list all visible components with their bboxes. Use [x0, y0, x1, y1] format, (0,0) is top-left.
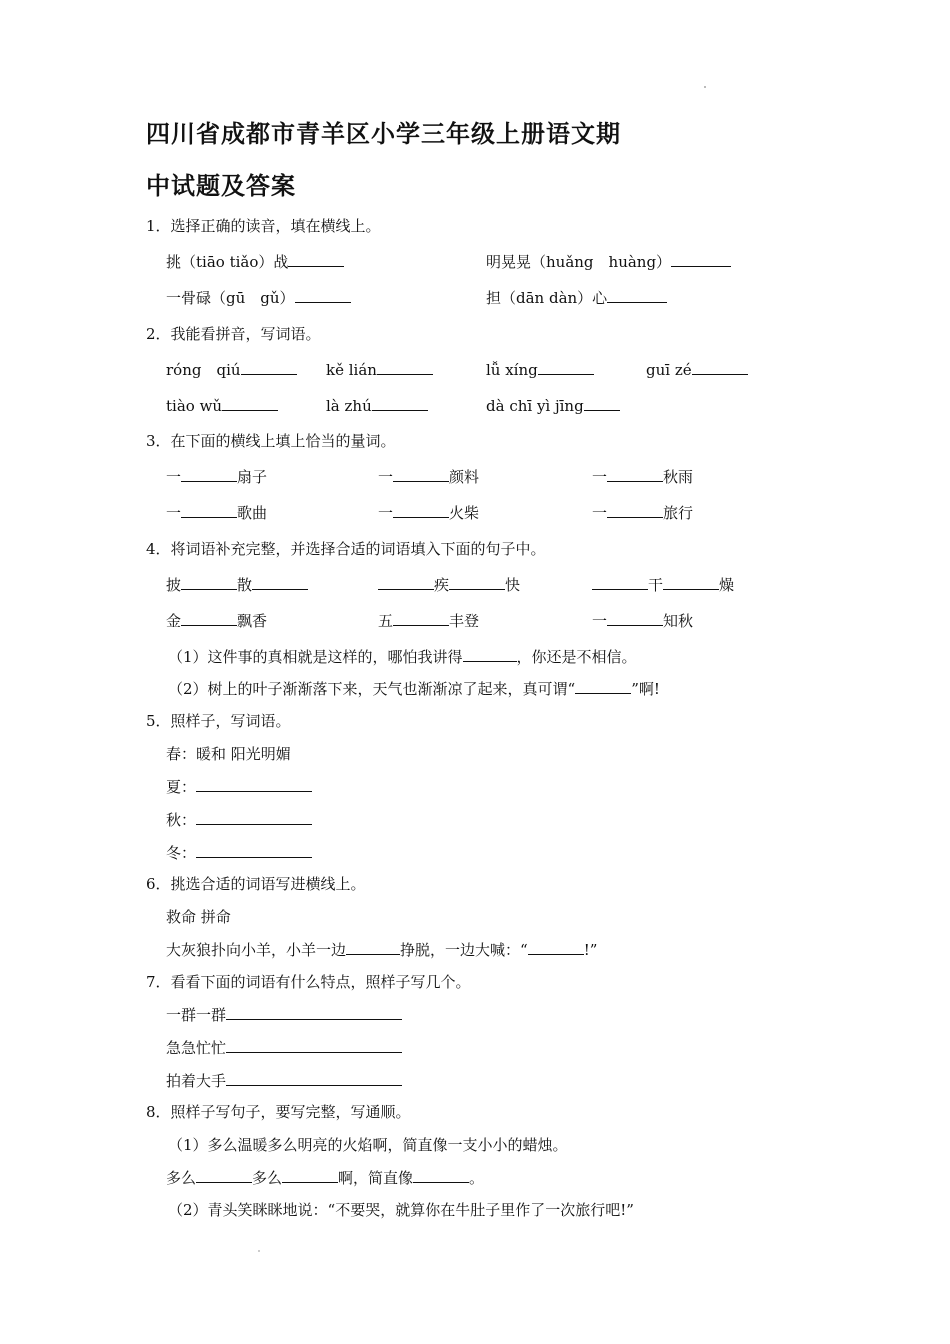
- answer-blank[interactable]: [393, 611, 449, 626]
- q2-item: lǚ xíng: [486, 360, 594, 380]
- question-8-stem: 8．照样子写句子，要写完整，写通顺。: [146, 1103, 411, 1121]
- q1-item-d: 担（dān dàn）心: [486, 288, 667, 308]
- answer-blank[interactable]: [393, 467, 449, 482]
- answer-blank[interactable]: [226, 1071, 402, 1086]
- answer-blank[interactable]: [413, 1168, 469, 1183]
- question-7-stem: 7．看看下面的词语有什么特点，照样子写几个。: [146, 973, 471, 991]
- answer-blank[interactable]: [181, 575, 237, 590]
- answer-blank[interactable]: [692, 360, 748, 375]
- q7-item: 急急忙忙: [166, 1038, 402, 1058]
- q8-pattern: 多么 多么 啊，简直像 。: [166, 1169, 485, 1187]
- answer-blank[interactable]: [377, 360, 433, 375]
- question-1-stem: 1．选择正确的读音，填在横线上。: [146, 217, 381, 235]
- answer-blank[interactable]: [538, 360, 594, 375]
- answer-blank[interactable]: [181, 467, 237, 482]
- answer-blank[interactable]: [196, 810, 312, 825]
- question-6-stem: 6．挑选合适的词语写进横线上。: [146, 875, 366, 893]
- answer-blank[interactable]: [592, 575, 648, 590]
- answer-blank[interactable]: [607, 467, 663, 482]
- answer-blank[interactable]: [226, 1038, 402, 1053]
- q3-item: 一 扇子: [166, 468, 268, 486]
- answer-blank[interactable]: [528, 940, 584, 955]
- answer-blank[interactable]: [372, 396, 428, 411]
- answer-blank[interactable]: [196, 843, 312, 858]
- scan-speck: [704, 86, 706, 88]
- answer-blank[interactable]: [584, 396, 620, 411]
- q4-word: 干 燥: [592, 575, 734, 595]
- q4-word: 一 知秋: [592, 612, 694, 630]
- answer-blank[interactable]: [252, 575, 308, 590]
- answer-blank[interactable]: [226, 1005, 402, 1020]
- answer-blank[interactable]: [346, 940, 400, 955]
- q5-autumn: 秋：: [166, 810, 312, 830]
- page-title-line-1: 四川省成都市青羊区小学三年级上册语文期: [146, 120, 621, 148]
- answer-blank[interactable]: [607, 611, 663, 626]
- answer-blank[interactable]: [181, 503, 237, 518]
- answer-blank[interactable]: [575, 679, 631, 694]
- answer-blank[interactable]: [463, 647, 517, 662]
- q7-item: 拍着大手: [166, 1071, 402, 1091]
- q4-word: 披 散: [166, 575, 308, 595]
- q3-item: 一 秋雨: [592, 468, 694, 486]
- answer-blank[interactable]: [607, 503, 663, 518]
- answer-blank[interactable]: [393, 503, 449, 518]
- q5-winter: 冬：: [166, 843, 312, 863]
- answer-blank[interactable]: [295, 288, 351, 303]
- q3-item: 一 火柴: [378, 504, 480, 522]
- answer-blank[interactable]: [282, 1168, 338, 1183]
- q1-item-a: 挑（tiāo tiǎo）战: [166, 252, 344, 272]
- q1-item-c: 一骨碌（gū gǔ）: [166, 288, 351, 308]
- question-5-stem: 5．照样子，写词语。: [146, 712, 291, 730]
- answer-blank[interactable]: [222, 396, 278, 411]
- answer-blank[interactable]: [196, 777, 312, 792]
- q5-summer: 夏：: [166, 777, 312, 797]
- answer-blank[interactable]: [663, 575, 719, 590]
- q3-item: 一 旅行: [592, 504, 694, 522]
- q1-item-b: 明晃晃（huǎng huàng）: [486, 252, 731, 272]
- q2-item: là zhú: [326, 396, 428, 416]
- answer-blank[interactable]: [378, 575, 434, 590]
- answer-blank[interactable]: [181, 611, 237, 626]
- q2-item: tiào wǔ: [166, 396, 278, 416]
- answer-blank[interactable]: [671, 252, 731, 267]
- answer-blank[interactable]: [241, 360, 297, 375]
- answer-blank[interactable]: [607, 288, 667, 303]
- q6-sentence: 大灰狼扑向小羊，小羊一边 挣脱，一边大喊：“ !”: [166, 941, 598, 959]
- question-2-stem: 2．我能看拼音，写词语。: [146, 325, 321, 343]
- answer-blank[interactable]: [449, 575, 505, 590]
- scan-speck: [258, 1250, 260, 1252]
- q4-word: 疾 快: [378, 575, 520, 595]
- q4-sentence-1: （1）这件事的真相就是这样的，哪怕我讲得 ，你还是不相信。: [168, 648, 637, 666]
- q8-example-1: （1）多么温暖多么明亮的火焰啊，简直像一支小小的蜡烛。: [168, 1136, 568, 1154]
- q2-item: kě lián: [326, 360, 433, 380]
- q4-sentence-2: （2）树上的叶子渐渐落下来，天气也渐渐凉了起来，真可谓“ ”啊!: [168, 680, 660, 698]
- q4-word: 金 飘香: [166, 612, 268, 630]
- answer-blank[interactable]: [288, 252, 344, 267]
- q3-item: 一 歌曲: [166, 504, 268, 522]
- question-4-stem: 4．将词语补充完整，并选择合适的词语填入下面的句子中。: [146, 540, 546, 558]
- q3-item: 一 颜料: [378, 468, 480, 486]
- q5-example: 春：暖和 阳光明媚: [166, 745, 291, 763]
- page-title-line-2: 中试题及答案: [146, 172, 296, 200]
- answer-blank[interactable]: [196, 1168, 252, 1183]
- q7-item: 一群一群: [166, 1005, 402, 1025]
- q8-example-2: （2）青头笑眯眯地说：“不要哭，就算你在牛肚子里作了一次旅行吧!”: [168, 1201, 634, 1219]
- q2-item: róng qiú: [166, 360, 297, 380]
- question-3-stem: 3．在下面的横线上填上恰当的量词。: [146, 432, 396, 450]
- q2-item: dà chī yì jīng: [486, 396, 620, 416]
- q6-word-choices: 救命 拼命: [166, 908, 231, 926]
- q4-word: 五 丰登: [378, 612, 480, 630]
- q2-item: guī zé: [646, 360, 748, 380]
